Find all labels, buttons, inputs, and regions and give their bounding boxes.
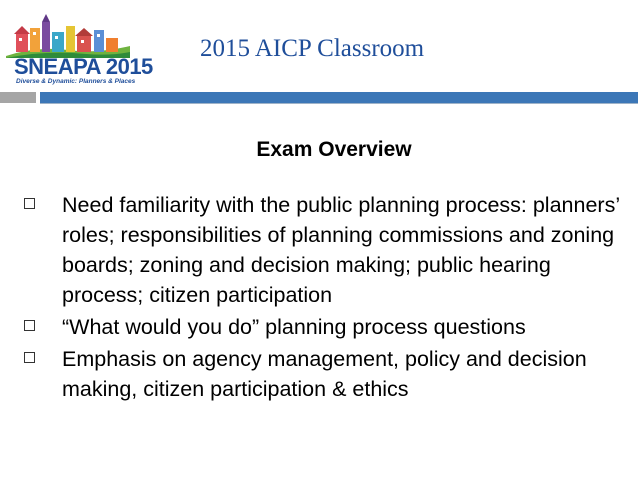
checkbox-bullet-icon — [24, 352, 35, 363]
bullet-item — [20, 344, 620, 404]
logo-name: SNEAPA 2015 — [14, 54, 153, 79]
skyline-icon — [6, 12, 130, 58]
divider-gray-block — [0, 92, 36, 103]
bullet-item — [20, 312, 620, 342]
bullet-text: “What would you do” planning process questions — [62, 315, 526, 339]
divider-blue-bar — [40, 92, 638, 103]
checkbox-bullet-icon — [24, 320, 35, 331]
checkbox-bullet-icon — [24, 198, 35, 209]
divider-thin-line — [40, 103, 638, 104]
header-divider — [0, 92, 638, 103]
bullet-list — [20, 190, 620, 406]
logo-tagline: Diverse & Dynamic: Planners & Places — [16, 78, 136, 85]
page-title: 2015 AICP Classroom — [200, 35, 425, 62]
bullet-item — [20, 190, 620, 310]
bullet-text: Emphasis on agency management, policy and decision making, citizen participation & ethics — [62, 347, 587, 401]
bullet-text: Need familiarity with the public planning process: planners’ roles; responsibilities of planning commissions and zoning boards; zoning and decision making; public hearing process; citizen participation — [62, 193, 620, 307]
slide-heading: Exam Overview — [256, 138, 412, 161]
sneapa-logo — [6, 12, 153, 85]
